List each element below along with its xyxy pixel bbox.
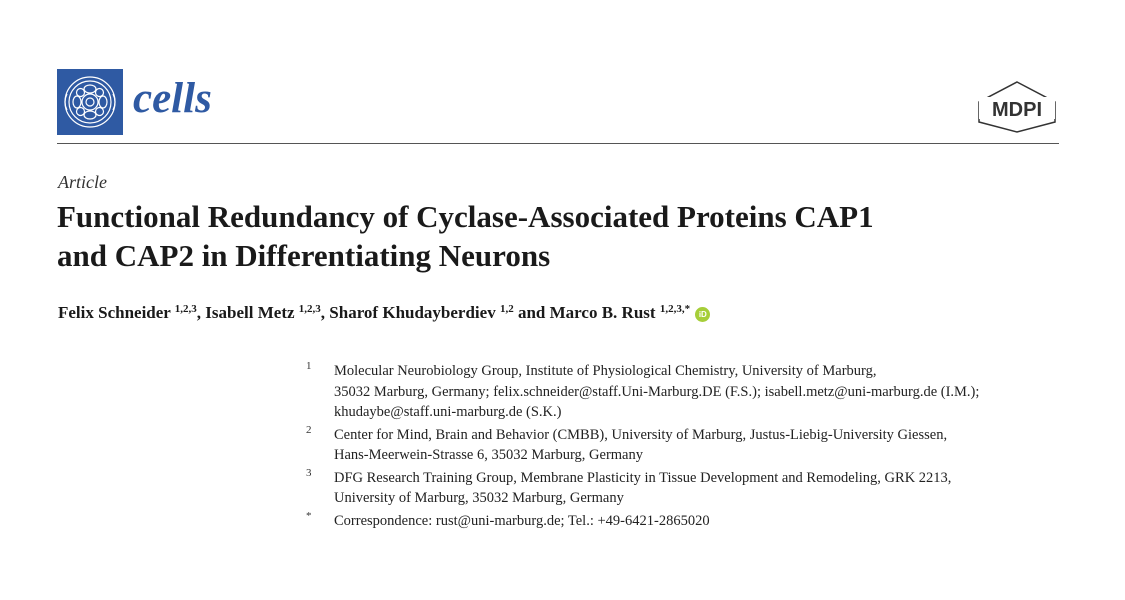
author-name[interactable]: Felix Schneider (58, 303, 171, 322)
affiliation-line: Hans-Meerwein-Strasse 6, 35032 Marburg, Germany (334, 447, 643, 463)
affiliation-marker: 3 (306, 466, 312, 479)
publisher-logo[interactable] (975, 80, 1059, 134)
affiliation-item (306, 511, 1086, 532)
title-line: and CAP2 in Differentiating Neurons (57, 238, 551, 273)
cell-icon (57, 69, 123, 135)
author-list (58, 303, 1108, 323)
author-separator: , (196, 303, 206, 322)
author-separator: , (320, 303, 330, 322)
correspondence-line: Correspondence: rust@uni-marburg.de; Tel.: +49-6421-2865020 (334, 512, 710, 529)
affiliation-marker: 1 (306, 360, 312, 372)
affiliation-line: Center for Mind, Brain and Behavior (CMBB), University of Marburg, Justus-Liebig-University Giessen, (334, 426, 948, 443)
author-affil-marker: 1,2,3 (174, 303, 197, 315)
author-affil-marker: 1,2,3 (298, 303, 321, 315)
affiliation-item (306, 361, 1086, 423)
affiliation-item (306, 468, 1086, 509)
orcid-icon[interactable]: iD (695, 307, 710, 322)
author-separator: and (513, 303, 550, 322)
author-affil-marker: 1,2,3,* (659, 303, 691, 315)
title-line: Functional Redundancy of Cyclase-Associated Proteins CAP1 (57, 199, 874, 234)
affiliation-line: khudaybe@staff.uni-marburg.de (S.K.) (334, 404, 562, 420)
affiliation-line: 35032 Marburg, Germany; felix.schneider@staff.Uni-Marburg.DE (F.S.); isabell.metz@uni-marburg.de (I.M.); (334, 383, 980, 400)
affiliation-marker: 2 (306, 423, 312, 436)
publisher-name: MDPI (992, 99, 1042, 121)
author-name[interactable]: Isabell Metz (205, 303, 295, 322)
affiliation-line: DFG Research Training Group, Membrane Plasticity in Tissue Development and Remodeling, GRK 2213, (334, 469, 952, 486)
author-affil-marker: 1,2 (499, 303, 514, 315)
affiliation-line: University of Marburg, 35032 Marburg, Germany (334, 490, 624, 506)
author-name[interactable]: Marco B. Rust (549, 303, 656, 322)
affiliations (306, 361, 1086, 533)
author-name[interactable]: Sharof Khudayberdiev (329, 303, 496, 322)
affiliation-marker: * (306, 509, 312, 522)
affiliation-line: Molecular Neurobiology Group, Institute of Physiological Chemistry, University of Marburg, (334, 363, 877, 379)
journal-name[interactable]: cells (133, 75, 212, 122)
header-divider (57, 143, 1059, 144)
affiliation-item (306, 425, 1086, 466)
journal-logo[interactable] (57, 69, 123, 135)
article-type: Article (58, 172, 107, 192)
article-title (57, 197, 1087, 275)
